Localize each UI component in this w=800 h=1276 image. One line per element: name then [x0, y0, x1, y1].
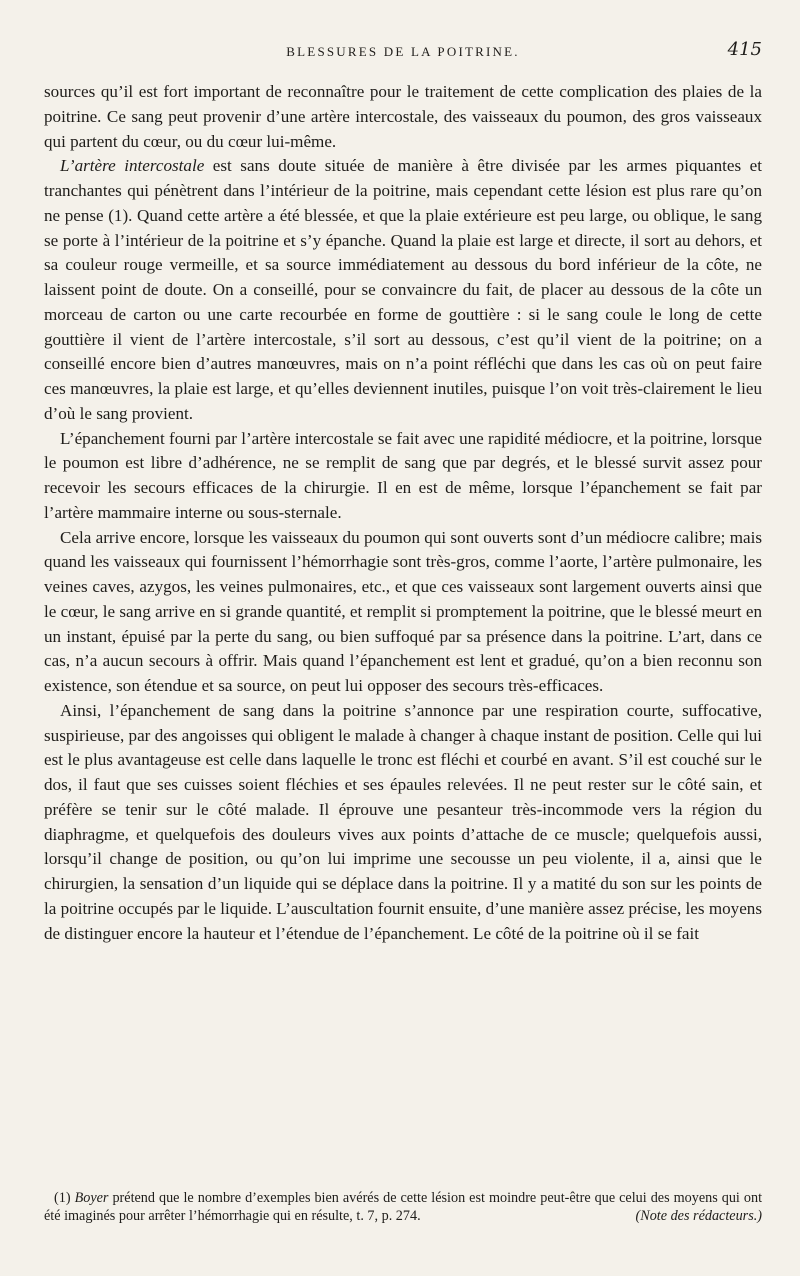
paragraph — [44, 154, 762, 426]
paragraph-text: Ainsi, l’épanchement de sang dans la poitrine s’annonce par une respiration courte, suffocative, suspirieuse, par des angoisses qui obligent le malade à changer à chaque instant de position. Celle qui lui est le plus avantageuse est celle dans laquelle le tronc est fléchi et courbé en avant. S’il est couché sur le dos, il faut que ses cuisses soient fléchies et ses épaules relevées. Il ne peut rester sur le côté sain, et préfère se tenir sur le côté malade. Il éprouve une pesanteur très-incommode vers la région du diaphragme, et quelquefois des douleurs vives aux points d’attache de ce muscle; quelquefois aussi, lorsqu’il change de position, ou qu’on lui imprime une secousse un peu violente, il a, ainsi que le chirurgien, la sensation d’un liquide qui se déplace dans la poitrine. Il y a matité du son sur les points de la poitrine occupés par le liquide. L’auscultation fournit ensuite, d’une manière assez précise, les moyens de distinguer encore la hauteur et l’étendue de l’épanchement. Le côté de la poitrine où il se fait — [44, 700, 762, 943]
paragraph — [44, 699, 762, 947]
running-head: BLESSURES DE LA POITRINE. — [286, 44, 520, 59]
paragraph-text: sources qu’il est fort important de reconnaître pour le traitement de cette complication des plaies de la poitrine. Ce sang peut provenir d’une artère intercostale, des vaisseaux du poumon, des gros vaisseaux qui partent du cœur, ou du cœur lui-même. — [44, 82, 762, 151]
footnote-signature: (Note des rédacteurs.) — [635, 1208, 762, 1224]
page-header — [44, 34, 762, 64]
italic-lead: L’artère intercostale — [60, 156, 205, 176]
paragraph-text: est sans doute située de manière à être divisée par les armes piquantes et tranchantes qui pénètrent dans l’intérieur de la poitrine, mais cependant cette lésion est plus rare qu’on ne pense (1). Quand cette artère a été blessée, et que la plaie extérieure est peu large, ou oblique, le sang se porte à l’intérieur de la poitrine et s’y épanche. Quand la plaie est large et directe, il sort au dehors, et sa couleur rouge vermeille, et sa source immédiatement au dessous du bord inférieur de la côte, ne laissent point de doute. On a conseillé, pour se convaincre du fait, de placer au dessous de la côte un morceau de carton ou une carte recourbée en forme de gouttière : si le sang coule le long de cette gouttière il vient de l’artère intercostale, s’il sort au dessous, c’est qu’il vient de la poitrine; on a conseillé encore bien d’autres manœuvres, mais on n’a point réfléchi que dans les cas où on peut faire ces manœuvres, la plaie est large, et qu’elles deviennent inutiles, puisque l’on voit très-clairement le lieu d’où le sang provient. — [44, 156, 763, 423]
footnote-text: prétend que le nombre d’exemples bien avérés de cette lésion est moindre peut-être que celui des moyens qui ont été imaginés pour arrêter l’hémorrhagie qui en résulte, t. 7, p. 274. — [44, 1190, 763, 1224]
footnote-author: Boyer — [74, 1190, 109, 1206]
paragraph-text: Cela arrive encore, lorsque les vaisseaux du poumon qui sont ouverts sont d’un médiocre calibre; mais quand les vaisseaux qui fournissent l’hémorrhagie sont très-gros, comme l’aorte, l’artère pulmonaire, les veines caves, azygos, les veines pulmonaires, etc., et que ces vaisseaux sont largement ouverts ainsi que le cœur, le sang arrive en si grande quantité, et remplit si promptement la poitrine, que le blessé meurt en un instant, épuisé par la perte du sang, ou bien suffoqué par sa présence dans la poitrine. L’art, dans ce cas, n’a aucun secours à offrir. Mais quand l’épanchement est lent et gradué, qu’on a bien reconnu son existence, son étendue et sa source, on peut lui opposer des secours très-efficaces. — [44, 527, 762, 695]
paragraph — [44, 427, 762, 526]
paragraph — [44, 526, 762, 699]
body-text — [44, 80, 762, 946]
paragraph-text: L’épanchement fourni par l’artère intercostale se fait avec une rapidité médiocre, et la poitrine, lorsque le poumon est libre d’adhérence, ne se remplit de sang que par degrés, et le blessé survit assez pour recevoir les secours efficaces de la chirurgie. Il en est de même, lorsque l’épanchement se fait par l’artère mammaire interne ou sous-sternale. — [44, 428, 762, 522]
footnote — [44, 1189, 762, 1225]
footnote-marker: (1) — [54, 1190, 71, 1206]
page-number: 415 — [727, 39, 762, 60]
book-page — [44, 34, 762, 1254]
paragraph — [44, 80, 762, 154]
